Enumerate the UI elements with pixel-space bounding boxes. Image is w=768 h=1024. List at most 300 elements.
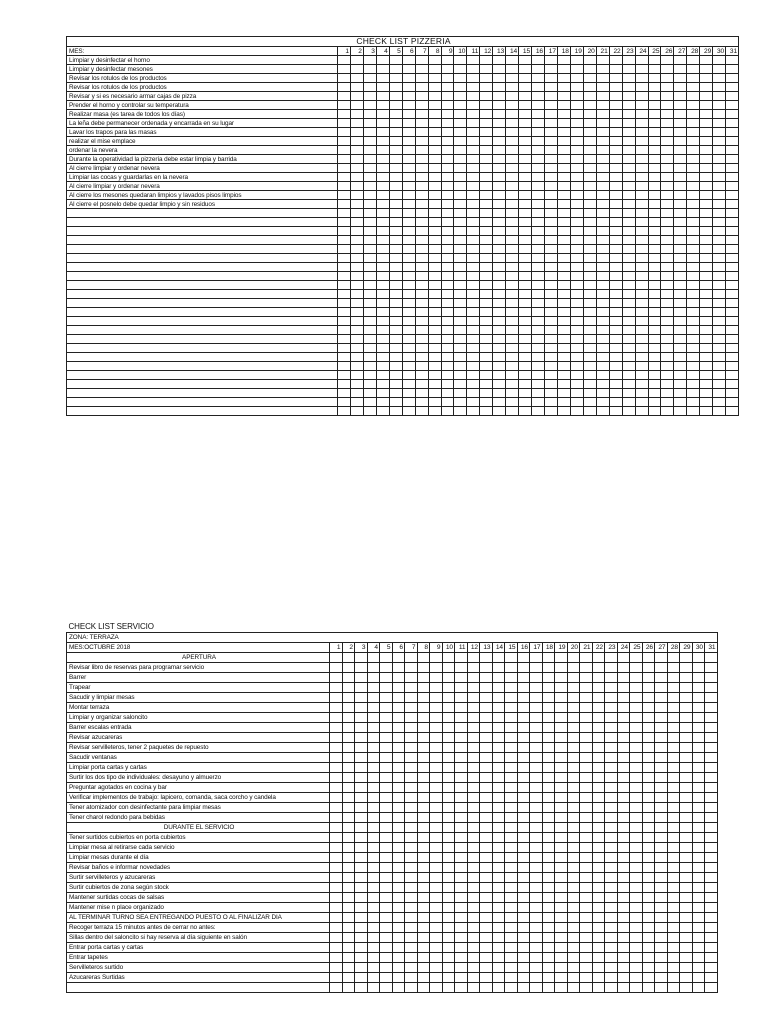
- servicio-check-cell[interactable]: [705, 953, 718, 963]
- pizzeria-check-cell[interactable]: [376, 137, 389, 146]
- pizzeria-check-cell[interactable]: [338, 335, 351, 344]
- servicio-check-cell[interactable]: [555, 903, 568, 913]
- pizzeria-check-cell[interactable]: [635, 236, 648, 245]
- pizzeria-check-cell[interactable]: [609, 65, 622, 74]
- pizzeria-check-cell[interactable]: [726, 371, 739, 380]
- pizzeria-check-cell[interactable]: [532, 272, 545, 281]
- pizzeria-check-cell[interactable]: [687, 173, 700, 182]
- pizzeria-check-cell[interactable]: [674, 209, 687, 218]
- pizzeria-check-cell[interactable]: [480, 263, 493, 272]
- servicio-check-cell[interactable]: [630, 673, 643, 683]
- servicio-check-cell[interactable]: [517, 783, 530, 793]
- pizzeria-check-cell[interactable]: [674, 173, 687, 182]
- servicio-check-cell[interactable]: [692, 913, 705, 923]
- servicio-check-cell[interactable]: [505, 763, 518, 773]
- pizzeria-check-cell[interactable]: [506, 281, 519, 290]
- pizzeria-check-cell[interactable]: [545, 74, 558, 83]
- pizzeria-check-cell[interactable]: [532, 119, 545, 128]
- pizzeria-check-cell[interactable]: [402, 227, 415, 236]
- pizzeria-check-cell[interactable]: [454, 110, 467, 119]
- pizzeria-check-cell[interactable]: [545, 137, 558, 146]
- pizzeria-check-cell[interactable]: [700, 380, 713, 389]
- pizzeria-check-cell[interactable]: [648, 119, 661, 128]
- pizzeria-check-cell[interactable]: [648, 335, 661, 344]
- servicio-check-cell[interactable]: [492, 933, 505, 943]
- servicio-check-cell[interactable]: [580, 683, 593, 693]
- servicio-check-cell[interactable]: [392, 893, 405, 903]
- servicio-check-cell[interactable]: [667, 783, 680, 793]
- pizzeria-check-cell[interactable]: [545, 371, 558, 380]
- pizzeria-check-cell[interactable]: [583, 74, 596, 83]
- servicio-check-cell[interactable]: [642, 783, 655, 793]
- servicio-check-cell[interactable]: [405, 753, 418, 763]
- pizzeria-check-cell[interactable]: [506, 110, 519, 119]
- servicio-check-cell[interactable]: [455, 963, 468, 973]
- pizzeria-check-cell[interactable]: [545, 200, 558, 209]
- pizzeria-check-cell[interactable]: [596, 263, 609, 272]
- servicio-check-cell[interactable]: [467, 793, 480, 803]
- pizzeria-check-cell[interactable]: [583, 317, 596, 326]
- pizzeria-check-cell[interactable]: [389, 317, 402, 326]
- servicio-check-cell[interactable]: [392, 973, 405, 983]
- servicio-check-cell[interactable]: [455, 663, 468, 673]
- servicio-check-cell[interactable]: [705, 693, 718, 703]
- servicio-check-cell[interactable]: [392, 943, 405, 953]
- pizzeria-check-cell[interactable]: [363, 236, 376, 245]
- pizzeria-check-cell[interactable]: [415, 128, 428, 137]
- servicio-check-cell[interactable]: [667, 663, 680, 673]
- pizzeria-check-cell[interactable]: [622, 344, 635, 353]
- servicio-check-cell[interactable]: [530, 953, 543, 963]
- pizzeria-check-cell[interactable]: [583, 380, 596, 389]
- servicio-check-cell[interactable]: [605, 733, 618, 743]
- pizzeria-check-cell[interactable]: [467, 389, 480, 398]
- servicio-check-cell[interactable]: [367, 933, 380, 943]
- pizzeria-check-cell[interactable]: [350, 146, 363, 155]
- servicio-check-cell[interactable]: [455, 773, 468, 783]
- servicio-check-cell[interactable]: [555, 923, 568, 933]
- servicio-check-cell[interactable]: [492, 723, 505, 733]
- servicio-check-cell[interactable]: [517, 733, 530, 743]
- servicio-check-cell[interactable]: [667, 983, 680, 993]
- servicio-check-cell[interactable]: [567, 753, 580, 763]
- servicio-check-cell[interactable]: [392, 833, 405, 843]
- pizzeria-check-cell[interactable]: [648, 245, 661, 254]
- servicio-check-cell[interactable]: [655, 853, 668, 863]
- servicio-check-cell[interactable]: [505, 663, 518, 673]
- pizzeria-check-cell[interactable]: [726, 380, 739, 389]
- pizzeria-check-cell[interactable]: [545, 146, 558, 155]
- servicio-check-cell[interactable]: [480, 803, 493, 813]
- pizzeria-check-cell[interactable]: [570, 380, 583, 389]
- servicio-check-cell[interactable]: [392, 693, 405, 703]
- servicio-check-cell[interactable]: [667, 653, 680, 663]
- pizzeria-check-cell[interactable]: [493, 146, 506, 155]
- servicio-check-cell[interactable]: [367, 813, 380, 823]
- pizzeria-check-cell[interactable]: [557, 137, 570, 146]
- servicio-check-cell[interactable]: [642, 903, 655, 913]
- servicio-check-cell[interactable]: [555, 843, 568, 853]
- pizzeria-check-cell[interactable]: [467, 146, 480, 155]
- servicio-check-cell[interactable]: [542, 703, 555, 713]
- pizzeria-check-cell[interactable]: [338, 290, 351, 299]
- pizzeria-check-cell[interactable]: [713, 92, 726, 101]
- pizzeria-check-cell[interactable]: [402, 344, 415, 353]
- servicio-check-cell[interactable]: [405, 733, 418, 743]
- servicio-check-cell[interactable]: [430, 833, 443, 843]
- servicio-check-cell[interactable]: [617, 963, 630, 973]
- pizzeria-check-cell[interactable]: [596, 191, 609, 200]
- servicio-check-cell[interactable]: [605, 693, 618, 703]
- pizzeria-check-cell[interactable]: [583, 398, 596, 407]
- servicio-check-cell[interactable]: [705, 723, 718, 733]
- pizzeria-check-cell[interactable]: [557, 173, 570, 182]
- pizzeria-check-cell[interactable]: [363, 272, 376, 281]
- servicio-check-cell[interactable]: [480, 793, 493, 803]
- pizzeria-check-cell[interactable]: [467, 245, 480, 254]
- servicio-check-cell[interactable]: [355, 933, 368, 943]
- servicio-check-cell[interactable]: [680, 933, 693, 943]
- pizzeria-check-cell[interactable]: [467, 101, 480, 110]
- pizzeria-check-cell[interactable]: [428, 254, 441, 263]
- pizzeria-check-cell[interactable]: [441, 74, 454, 83]
- pizzeria-check-cell[interactable]: [519, 65, 532, 74]
- servicio-check-cell[interactable]: [705, 843, 718, 853]
- servicio-check-cell[interactable]: [355, 713, 368, 723]
- servicio-check-cell[interactable]: [567, 853, 580, 863]
- pizzeria-check-cell[interactable]: [467, 335, 480, 344]
- servicio-check-cell[interactable]: [392, 733, 405, 743]
- servicio-check-cell[interactable]: [555, 793, 568, 803]
- pizzeria-check-cell[interactable]: [648, 407, 661, 416]
- pizzeria-check-cell[interactable]: [415, 74, 428, 83]
- servicio-check-cell[interactable]: [392, 813, 405, 823]
- servicio-check-cell[interactable]: [605, 713, 618, 723]
- pizzeria-check-cell[interactable]: [480, 56, 493, 65]
- servicio-check-cell[interactable]: [467, 743, 480, 753]
- pizzeria-check-cell[interactable]: [700, 362, 713, 371]
- servicio-check-cell[interactable]: [405, 843, 418, 853]
- servicio-check-cell[interactable]: [555, 763, 568, 773]
- servicio-check-cell[interactable]: [430, 683, 443, 693]
- pizzeria-check-cell[interactable]: [596, 209, 609, 218]
- servicio-check-cell[interactable]: [405, 713, 418, 723]
- pizzeria-check-cell[interactable]: [687, 344, 700, 353]
- pizzeria-check-cell[interactable]: [583, 308, 596, 317]
- pizzeria-check-cell[interactable]: [674, 317, 687, 326]
- pizzeria-check-cell[interactable]: [609, 227, 622, 236]
- pizzeria-check-cell[interactable]: [506, 335, 519, 344]
- servicio-check-cell[interactable]: [680, 973, 693, 983]
- pizzeria-check-cell[interactable]: [454, 362, 467, 371]
- pizzeria-check-cell[interactable]: [402, 83, 415, 92]
- pizzeria-check-cell[interactable]: [350, 371, 363, 380]
- pizzeria-check-cell[interactable]: [674, 326, 687, 335]
- pizzeria-check-cell[interactable]: [532, 326, 545, 335]
- pizzeria-check-cell[interactable]: [402, 398, 415, 407]
- pizzeria-check-cell[interactable]: [467, 326, 480, 335]
- servicio-check-cell[interactable]: [530, 863, 543, 873]
- servicio-check-cell[interactable]: [667, 883, 680, 893]
- pizzeria-check-cell[interactable]: [622, 227, 635, 236]
- servicio-check-cell[interactable]: [617, 823, 630, 833]
- servicio-check-cell[interactable]: [492, 823, 505, 833]
- pizzeria-check-cell[interactable]: [557, 371, 570, 380]
- servicio-check-cell[interactable]: [355, 913, 368, 923]
- servicio-check-cell[interactable]: [567, 913, 580, 923]
- pizzeria-check-cell[interactable]: [583, 83, 596, 92]
- servicio-check-cell[interactable]: [517, 653, 530, 663]
- servicio-check-cell[interactable]: [417, 773, 430, 783]
- servicio-check-cell[interactable]: [480, 673, 493, 683]
- servicio-check-cell[interactable]: [642, 883, 655, 893]
- pizzeria-check-cell[interactable]: [480, 389, 493, 398]
- pizzeria-check-cell[interactable]: [609, 290, 622, 299]
- pizzeria-check-cell[interactable]: [635, 164, 648, 173]
- pizzeria-check-cell[interactable]: [363, 254, 376, 263]
- pizzeria-check-cell[interactable]: [454, 263, 467, 272]
- servicio-check-cell[interactable]: [342, 743, 355, 753]
- servicio-check-cell[interactable]: [342, 823, 355, 833]
- pizzeria-check-cell[interactable]: [661, 92, 674, 101]
- servicio-check-cell[interactable]: [355, 953, 368, 963]
- pizzeria-check-cell[interactable]: [726, 110, 739, 119]
- pizzeria-check-cell[interactable]: [635, 344, 648, 353]
- servicio-check-cell[interactable]: [367, 843, 380, 853]
- servicio-check-cell[interactable]: [642, 673, 655, 683]
- pizzeria-check-cell[interactable]: [648, 380, 661, 389]
- pizzeria-check-cell[interactable]: [441, 272, 454, 281]
- servicio-check-cell[interactable]: [617, 813, 630, 823]
- pizzeria-check-cell[interactable]: [596, 380, 609, 389]
- pizzeria-check-cell[interactable]: [570, 317, 583, 326]
- servicio-check-cell[interactable]: [605, 813, 618, 823]
- servicio-check-cell[interactable]: [630, 693, 643, 703]
- pizzeria-check-cell[interactable]: [493, 272, 506, 281]
- pizzeria-check-cell[interactable]: [713, 209, 726, 218]
- pizzeria-check-cell[interactable]: [635, 245, 648, 254]
- servicio-check-cell[interactable]: [367, 983, 380, 993]
- servicio-check-cell[interactable]: [605, 753, 618, 763]
- servicio-check-cell[interactable]: [505, 693, 518, 703]
- pizzeria-check-cell[interactable]: [622, 308, 635, 317]
- pizzeria-check-cell[interactable]: [493, 389, 506, 398]
- pizzeria-check-cell[interactable]: [441, 254, 454, 263]
- servicio-check-cell[interactable]: [505, 783, 518, 793]
- pizzeria-check-cell[interactable]: [506, 218, 519, 227]
- servicio-check-cell[interactable]: [380, 873, 393, 883]
- pizzeria-check-cell[interactable]: [557, 407, 570, 416]
- pizzeria-check-cell[interactable]: [493, 263, 506, 272]
- servicio-check-cell[interactable]: [480, 903, 493, 913]
- servicio-check-cell[interactable]: [617, 873, 630, 883]
- pizzeria-check-cell[interactable]: [596, 65, 609, 74]
- servicio-check-cell[interactable]: [330, 813, 343, 823]
- servicio-check-cell[interactable]: [430, 873, 443, 883]
- servicio-check-cell[interactable]: [442, 973, 455, 983]
- pizzeria-check-cell[interactable]: [376, 164, 389, 173]
- servicio-check-cell[interactable]: [580, 973, 593, 983]
- pizzeria-check-cell[interactable]: [363, 389, 376, 398]
- pizzeria-check-cell[interactable]: [350, 290, 363, 299]
- pizzeria-check-cell[interactable]: [622, 209, 635, 218]
- pizzeria-check-cell[interactable]: [648, 56, 661, 65]
- servicio-check-cell[interactable]: [330, 983, 343, 993]
- pizzeria-check-cell[interactable]: [506, 119, 519, 128]
- servicio-check-cell[interactable]: [617, 703, 630, 713]
- pizzeria-check-cell[interactable]: [519, 83, 532, 92]
- pizzeria-check-cell[interactable]: [389, 137, 402, 146]
- pizzeria-check-cell[interactable]: [467, 128, 480, 137]
- servicio-check-cell[interactable]: [517, 713, 530, 723]
- pizzeria-check-cell[interactable]: [674, 92, 687, 101]
- pizzeria-check-cell[interactable]: [415, 317, 428, 326]
- servicio-check-cell[interactable]: [680, 923, 693, 933]
- pizzeria-check-cell[interactable]: [635, 200, 648, 209]
- servicio-check-cell[interactable]: [405, 873, 418, 883]
- pizzeria-check-cell[interactable]: [570, 101, 583, 110]
- servicio-check-cell[interactable]: [355, 763, 368, 773]
- pizzeria-check-cell[interactable]: [570, 218, 583, 227]
- pizzeria-check-cell[interactable]: [687, 353, 700, 362]
- pizzeria-check-cell[interactable]: [532, 155, 545, 164]
- servicio-check-cell[interactable]: [580, 773, 593, 783]
- servicio-check-cell[interactable]: [467, 693, 480, 703]
- servicio-check-cell[interactable]: [617, 853, 630, 863]
- pizzeria-check-cell[interactable]: [674, 65, 687, 74]
- servicio-check-cell[interactable]: [417, 843, 430, 853]
- pizzeria-check-cell[interactable]: [596, 317, 609, 326]
- servicio-check-cell[interactable]: [442, 853, 455, 863]
- pizzeria-check-cell[interactable]: [622, 281, 635, 290]
- pizzeria-check-cell[interactable]: [583, 110, 596, 119]
- pizzeria-check-cell[interactable]: [726, 101, 739, 110]
- pizzeria-check-cell[interactable]: [700, 236, 713, 245]
- pizzeria-check-cell[interactable]: [596, 398, 609, 407]
- pizzeria-check-cell[interactable]: [428, 164, 441, 173]
- pizzeria-check-cell[interactable]: [648, 191, 661, 200]
- pizzeria-check-cell[interactable]: [674, 191, 687, 200]
- pizzeria-check-cell[interactable]: [583, 263, 596, 272]
- servicio-check-cell[interactable]: [705, 783, 718, 793]
- servicio-check-cell[interactable]: [405, 653, 418, 663]
- pizzeria-check-cell[interactable]: [635, 326, 648, 335]
- servicio-check-cell[interactable]: [580, 953, 593, 963]
- pizzeria-check-cell[interactable]: [726, 263, 739, 272]
- pizzeria-check-cell[interactable]: [596, 272, 609, 281]
- servicio-check-cell[interactable]: [467, 683, 480, 693]
- servicio-check-cell[interactable]: [567, 983, 580, 993]
- servicio-check-cell[interactable]: [355, 883, 368, 893]
- servicio-check-cell[interactable]: [630, 713, 643, 723]
- pizzeria-check-cell[interactable]: [338, 128, 351, 137]
- pizzeria-check-cell[interactable]: [519, 254, 532, 263]
- servicio-check-cell[interactable]: [355, 833, 368, 843]
- servicio-check-cell[interactable]: [542, 903, 555, 913]
- pizzeria-check-cell[interactable]: [557, 83, 570, 92]
- pizzeria-check-cell[interactable]: [687, 281, 700, 290]
- servicio-check-cell[interactable]: [567, 683, 580, 693]
- servicio-check-cell[interactable]: [442, 713, 455, 723]
- pizzeria-check-cell[interactable]: [570, 191, 583, 200]
- pizzeria-check-cell[interactable]: [415, 227, 428, 236]
- servicio-check-cell[interactable]: [655, 713, 668, 723]
- servicio-check-cell[interactable]: [380, 923, 393, 933]
- servicio-check-cell[interactable]: [667, 813, 680, 823]
- pizzeria-check-cell[interactable]: [338, 317, 351, 326]
- servicio-check-cell[interactable]: [542, 973, 555, 983]
- pizzeria-check-cell[interactable]: [454, 56, 467, 65]
- pizzeria-check-cell[interactable]: [376, 407, 389, 416]
- pizzeria-check-cell[interactable]: [506, 191, 519, 200]
- pizzeria-check-cell[interactable]: [545, 272, 558, 281]
- pizzeria-check-cell[interactable]: [415, 209, 428, 218]
- pizzeria-check-cell[interactable]: [635, 155, 648, 164]
- pizzeria-check-cell[interactable]: [713, 65, 726, 74]
- pizzeria-check-cell[interactable]: [713, 245, 726, 254]
- pizzeria-check-cell[interactable]: [674, 218, 687, 227]
- servicio-check-cell[interactable]: [417, 783, 430, 793]
- servicio-check-cell[interactable]: [580, 903, 593, 913]
- pizzeria-check-cell[interactable]: [532, 92, 545, 101]
- pizzeria-check-cell[interactable]: [519, 146, 532, 155]
- pizzeria-check-cell[interactable]: [338, 326, 351, 335]
- pizzeria-check-cell[interactable]: [363, 200, 376, 209]
- servicio-check-cell[interactable]: [567, 763, 580, 773]
- pizzeria-check-cell[interactable]: [363, 308, 376, 317]
- servicio-check-cell[interactable]: [680, 833, 693, 843]
- pizzeria-check-cell[interactable]: [389, 353, 402, 362]
- pizzeria-check-cell[interactable]: [402, 92, 415, 101]
- servicio-check-cell[interactable]: [392, 663, 405, 673]
- servicio-check-cell[interactable]: [367, 953, 380, 963]
- pizzeria-check-cell[interactable]: [557, 128, 570, 137]
- servicio-check-cell[interactable]: [380, 893, 393, 903]
- servicio-check-cell[interactable]: [580, 823, 593, 833]
- servicio-check-cell[interactable]: [542, 663, 555, 673]
- pizzeria-check-cell[interactable]: [338, 272, 351, 281]
- pizzeria-check-cell[interactable]: [454, 389, 467, 398]
- pizzeria-check-cell[interactable]: [389, 146, 402, 155]
- servicio-check-cell[interactable]: [617, 843, 630, 853]
- servicio-check-cell[interactable]: [405, 703, 418, 713]
- servicio-check-cell[interactable]: [417, 863, 430, 873]
- pizzeria-check-cell[interactable]: [570, 110, 583, 119]
- pizzeria-check-cell[interactable]: [635, 362, 648, 371]
- servicio-check-cell[interactable]: [567, 733, 580, 743]
- pizzeria-check-cell[interactable]: [467, 155, 480, 164]
- pizzeria-check-cell[interactable]: [622, 155, 635, 164]
- pizzeria-check-cell[interactable]: [622, 407, 635, 416]
- pizzeria-check-cell[interactable]: [726, 299, 739, 308]
- pizzeria-check-cell[interactable]: [338, 74, 351, 83]
- servicio-check-cell[interactable]: [330, 923, 343, 933]
- pizzeria-check-cell[interactable]: [467, 110, 480, 119]
- pizzeria-check-cell[interactable]: [622, 182, 635, 191]
- servicio-check-cell[interactable]: [492, 853, 505, 863]
- pizzeria-check-cell[interactable]: [428, 299, 441, 308]
- pizzeria-check-cell[interactable]: [726, 191, 739, 200]
- pizzeria-check-cell[interactable]: [402, 407, 415, 416]
- pizzeria-check-cell[interactable]: [402, 155, 415, 164]
- pizzeria-check-cell[interactable]: [402, 191, 415, 200]
- pizzeria-check-cell[interactable]: [661, 254, 674, 263]
- servicio-check-cell[interactable]: [480, 723, 493, 733]
- servicio-check-cell[interactable]: [630, 653, 643, 663]
- pizzeria-check-cell[interactable]: [726, 92, 739, 101]
- servicio-check-cell[interactable]: [492, 763, 505, 773]
- servicio-check-cell[interactable]: [455, 813, 468, 823]
